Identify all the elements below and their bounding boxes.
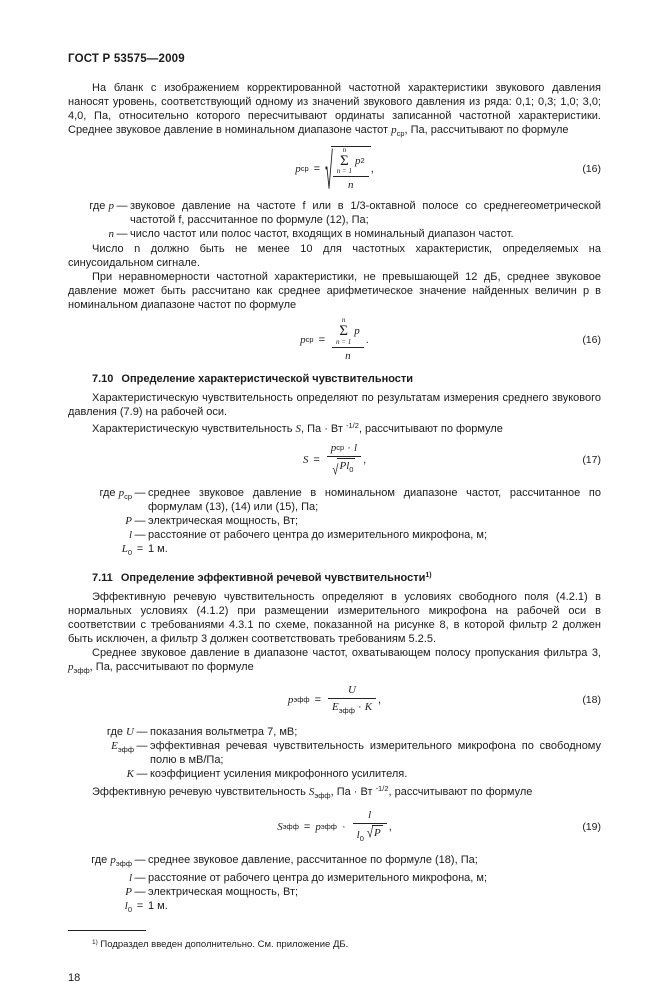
summation (337, 147, 352, 175)
where-description: звуковое давление на частоте f или в 1/3-октавной полосе со среднегеометрической частотой f, рассчитанное по формуле (12), Па; (130, 200, 601, 227)
fraction (353, 808, 387, 846)
equals-sign: = (318, 333, 326, 346)
footnote-reference: 1) (425, 571, 432, 579)
where-list-3 (68, 725, 601, 781)
where-list-4 (68, 853, 601, 917)
dot-operator: · (357, 700, 362, 713)
subscript: эфф (282, 821, 299, 831)
radicand (331, 146, 371, 192)
page-title: ГОСТ Р 53575—2009 (68, 53, 185, 65)
where-row: K — коэффициент усиления микрофонного усилителя. (68, 767, 601, 781)
where-term: n (108, 228, 114, 241)
formula-number: (17) (582, 453, 601, 466)
formula-number: (16) (582, 333, 601, 346)
section-title: Определение эффективной речевой чувствительности (120, 571, 426, 584)
equals-separator: = (136, 899, 144, 912)
formula-17 (68, 441, 601, 479)
paragraph-intro (68, 81, 601, 141)
superscript: -1/2 (346, 420, 359, 430)
superscript: 2 (360, 156, 365, 166)
subscript: ср (305, 334, 314, 344)
subscript: эфф (314, 790, 331, 800)
subscript: ср (300, 164, 309, 174)
subscript: ср (396, 129, 405, 138)
formula-19 (68, 808, 601, 846)
formula-number: (16) (582, 163, 601, 176)
fraction (332, 317, 364, 362)
section-number: 7.10 (92, 372, 114, 385)
where-row: $E_{эфф}$ — эффективная речевая чувствительность измерительного микрофона по свободному полю в мВ/Па; (111, 739, 601, 766)
footnote (92, 937, 601, 951)
dot-operator: · (341, 820, 346, 833)
where-description: электрическая мощность, Вт; (148, 885, 299, 898)
subscript: эфф (320, 821, 337, 831)
page-number: 18 (68, 971, 81, 984)
variable-p: p (354, 325, 360, 338)
formula-expression (303, 441, 366, 479)
variable-S: S (277, 820, 283, 833)
where-row: $l_0$ = 1 м. (68, 899, 601, 917)
where-description: расстояние от рабочего центра до измерительного микрофона, м; (148, 871, 488, 884)
radical-icon: √ (366, 825, 373, 841)
summation (336, 317, 351, 345)
variable-p: p (68, 660, 74, 673)
variable-p: p (300, 333, 306, 346)
where-row: P — электрическая мощность, Вт; (68, 514, 601, 528)
radical-icon: √ (325, 141, 333, 200)
subscript: эфф (73, 665, 90, 675)
paragraph-text: , Па, рассчитывают по формуле (404, 124, 569, 136)
footnote-rule (68, 930, 146, 931)
dash-separator: — (134, 885, 146, 898)
formula-tail: , (370, 163, 374, 176)
sigma-icon: Σ (339, 323, 349, 340)
where-row (68, 227, 601, 241)
formula-number: (18) (582, 694, 601, 706)
radical-icon: √ (332, 462, 339, 478)
where-description: среднее звуковое давление в номинальном диапазоне частот, рассчитанное по формулам (13), (14) или (15), Па; (148, 486, 601, 513)
where-row: l — расстояние от рабочего центра до измерительного микрофона, м; (68, 871, 601, 885)
sigma-icon: Σ (340, 153, 349, 169)
where-row: l — расстояние от рабочего центра до измерительного микрофона, м; (68, 528, 601, 542)
formula-18 (68, 683, 601, 718)
radicand: P (374, 826, 381, 839)
denominator: $l_0$ √ P (353, 823, 387, 846)
formula-number: (19) (582, 820, 601, 833)
section-heading-7-11 (92, 569, 601, 585)
where-description: эффективная речевая чувствительность измерительного микрофона по свободному полю в мВ/Па; (150, 739, 601, 766)
where-description: среднее звуковое давление, рассчитанное по формуле (18), Па; (148, 853, 478, 866)
fraction (333, 147, 369, 192)
where-list-1 (68, 199, 601, 241)
where-row (68, 199, 601, 227)
dash-separator: — (136, 767, 148, 780)
footnote-text: Подраздел введен дополнительно. См. приложение ДБ. (97, 938, 349, 950)
numerator (332, 317, 364, 346)
square-root (367, 825, 383, 840)
where-row: где $p_{ср}$ — среднее звуковое давление в номинальном диапазоне частот, рассчитанное по формулам (13), (14) или (15), Па; (99, 486, 601, 513)
section-number: 7.11 (92, 571, 113, 584)
where-description: 1 м. (148, 899, 168, 912)
denominator (327, 456, 361, 479)
variable-S: S (295, 422, 302, 435)
equals-sign: = (313, 163, 321, 176)
dash-separator: — (136, 725, 148, 738)
subscript: эфф (293, 695, 310, 704)
where-row: P — электрическая мощность, Вт; (68, 885, 601, 899)
numerator: l (368, 808, 372, 821)
paragraph-7-10-b: Характеристическую чувствительность S, Па · Вт $^{-1/2}$, рассчитывают по формуле (92, 420, 503, 435)
section-heading-7-10 (92, 372, 601, 386)
where-term: где p (89, 200, 114, 213)
where-row: $L_0$ = 1 м. (68, 542, 601, 560)
where-description: коэффициент усиления микрофонного усилителя. (150, 767, 408, 780)
equals-sign: = (303, 820, 311, 833)
variable-S: S (302, 453, 309, 466)
formula-expression (300, 317, 369, 362)
paragraph-n-min: Число n должно быть не менее 10 для частотных характеристик, определяемых на синусоидальном сигнале. (68, 243, 601, 270)
formula-16a (68, 141, 601, 200)
formula-expression (288, 683, 381, 718)
formula-tail: , (363, 453, 367, 466)
variable-p: p (295, 163, 301, 176)
variable-p: p (315, 820, 321, 833)
numerator: U (348, 683, 356, 696)
footnote-marker: 1) (92, 938, 98, 946)
variable-p: p (391, 124, 397, 136)
dash-separator: — (134, 528, 146, 541)
denominator: n (332, 347, 364, 363)
equals-sign: = (313, 453, 320, 466)
formula-tail: . (365, 333, 369, 346)
paragraph-text: На бланк с изображением корректированной частотной характеристики звукового давления наносят уровень, соответствующий одному из значений звукового давления из ряда: 0,1; 0,3; 1,0; 3,0; 4,0, Па, относительно которого пересчитывают ординаты записанной частотной характеристики. Среднее звуковое давление в номинальном диапазоне частот (68, 82, 601, 136)
dash-separator: — (134, 871, 146, 884)
square-root (325, 141, 371, 200)
formula-16b (68, 317, 601, 362)
paragraph-7-11-a: Эффективную речевую чувствительность определяют в условиях свободного поля (4.2.1) в нормальных условиях (4.1.2) при размещении измерительного микрофона на рабочей оси в соответствии с требованиями 4.3.1 по схеме, показанной на рисунке 8, в которой фильтр 2 должен быть исключен, а фильтр 3 должен соответствовать требованиям 5.2.5. (68, 590, 601, 645)
variable-p: p (355, 155, 361, 168)
paragraph-7-11-b: Среднее звуковое давление в диапазоне частот, охватывающем полосу пропускания фильтра 3, $p_{эфф}$, Па, рассчитывают по формуле (68, 646, 601, 675)
section-title: Определение характеристической чувствительности (121, 372, 414, 385)
dash-separator: — (134, 853, 146, 866)
variable-S: S (308, 785, 315, 798)
dash-separator: — (134, 486, 146, 499)
fraction (327, 441, 361, 479)
where-description: 1 м. (148, 542, 168, 555)
dash-separator: — (134, 514, 146, 527)
sum-upper-limit: n (342, 146, 347, 154)
formula-tail: , (388, 820, 392, 833)
numerator (333, 147, 369, 176)
sum-lower-limit: n = 1 (336, 337, 352, 346)
sum-upper-limit: n (341, 316, 346, 325)
where-description: число частот или полос частот, входящих в номинальный диапазон частот. (130, 228, 514, 241)
equals-separator: = (136, 542, 144, 555)
formula-expression (277, 808, 392, 846)
denominator: n (333, 176, 369, 192)
dash-separator: — (116, 200, 128, 213)
dot-operator: · (347, 441, 351, 454)
dash-separator: — (116, 228, 128, 241)
radicand: $Pl_0$ (337, 458, 355, 477)
numerator: p ср · l (330, 441, 358, 454)
square-root (332, 458, 355, 477)
paragraph-unevenness: При неравномерности частотной характеристики, не превышающей 12 дБ, среднее звуковое давление может быть рассчитано как среднее арифметическое значение найденных величин p в номинальном диапазоне частот по формуле (68, 271, 601, 312)
dash-separator: — (136, 739, 148, 752)
variable-p: p (287, 694, 294, 706)
where-row: где $p_{эфф}$ — среднее звуковое давление, рассчитанное по формуле (18), Па; (68, 853, 601, 871)
where-description: расстояние от рабочего центра до измерительного микрофона, м; (148, 528, 488, 541)
where-description: электрическая мощность, Вт; (148, 514, 299, 527)
where-list-2 (68, 486, 601, 560)
formula-tail: , (378, 694, 382, 706)
superscript: -1/2 (375, 783, 389, 793)
sum-lower-limit: n = 1 (336, 167, 353, 176)
formula-expression (295, 141, 374, 200)
where-description: показания вольтметра 7, мВ; (150, 725, 298, 738)
paragraph-7-10-a: Характеристическую чувствительность определяют по результатам измерения среднего звукового давления (7.9) на рабочей оси. (68, 391, 601, 418)
fraction (328, 683, 376, 718)
paragraph-eff-sens: Эффективную речевую чувствительность $S_{эфф}$, Па · Вт $^{-1/2}$, рассчитывают по формуле (92, 783, 533, 800)
equals-sign: = (314, 694, 321, 706)
denominator: $E_{эфф} \cdot K$ (328, 698, 376, 718)
where-row: где U — показания вольтметра 7, мВ; (68, 725, 601, 739)
